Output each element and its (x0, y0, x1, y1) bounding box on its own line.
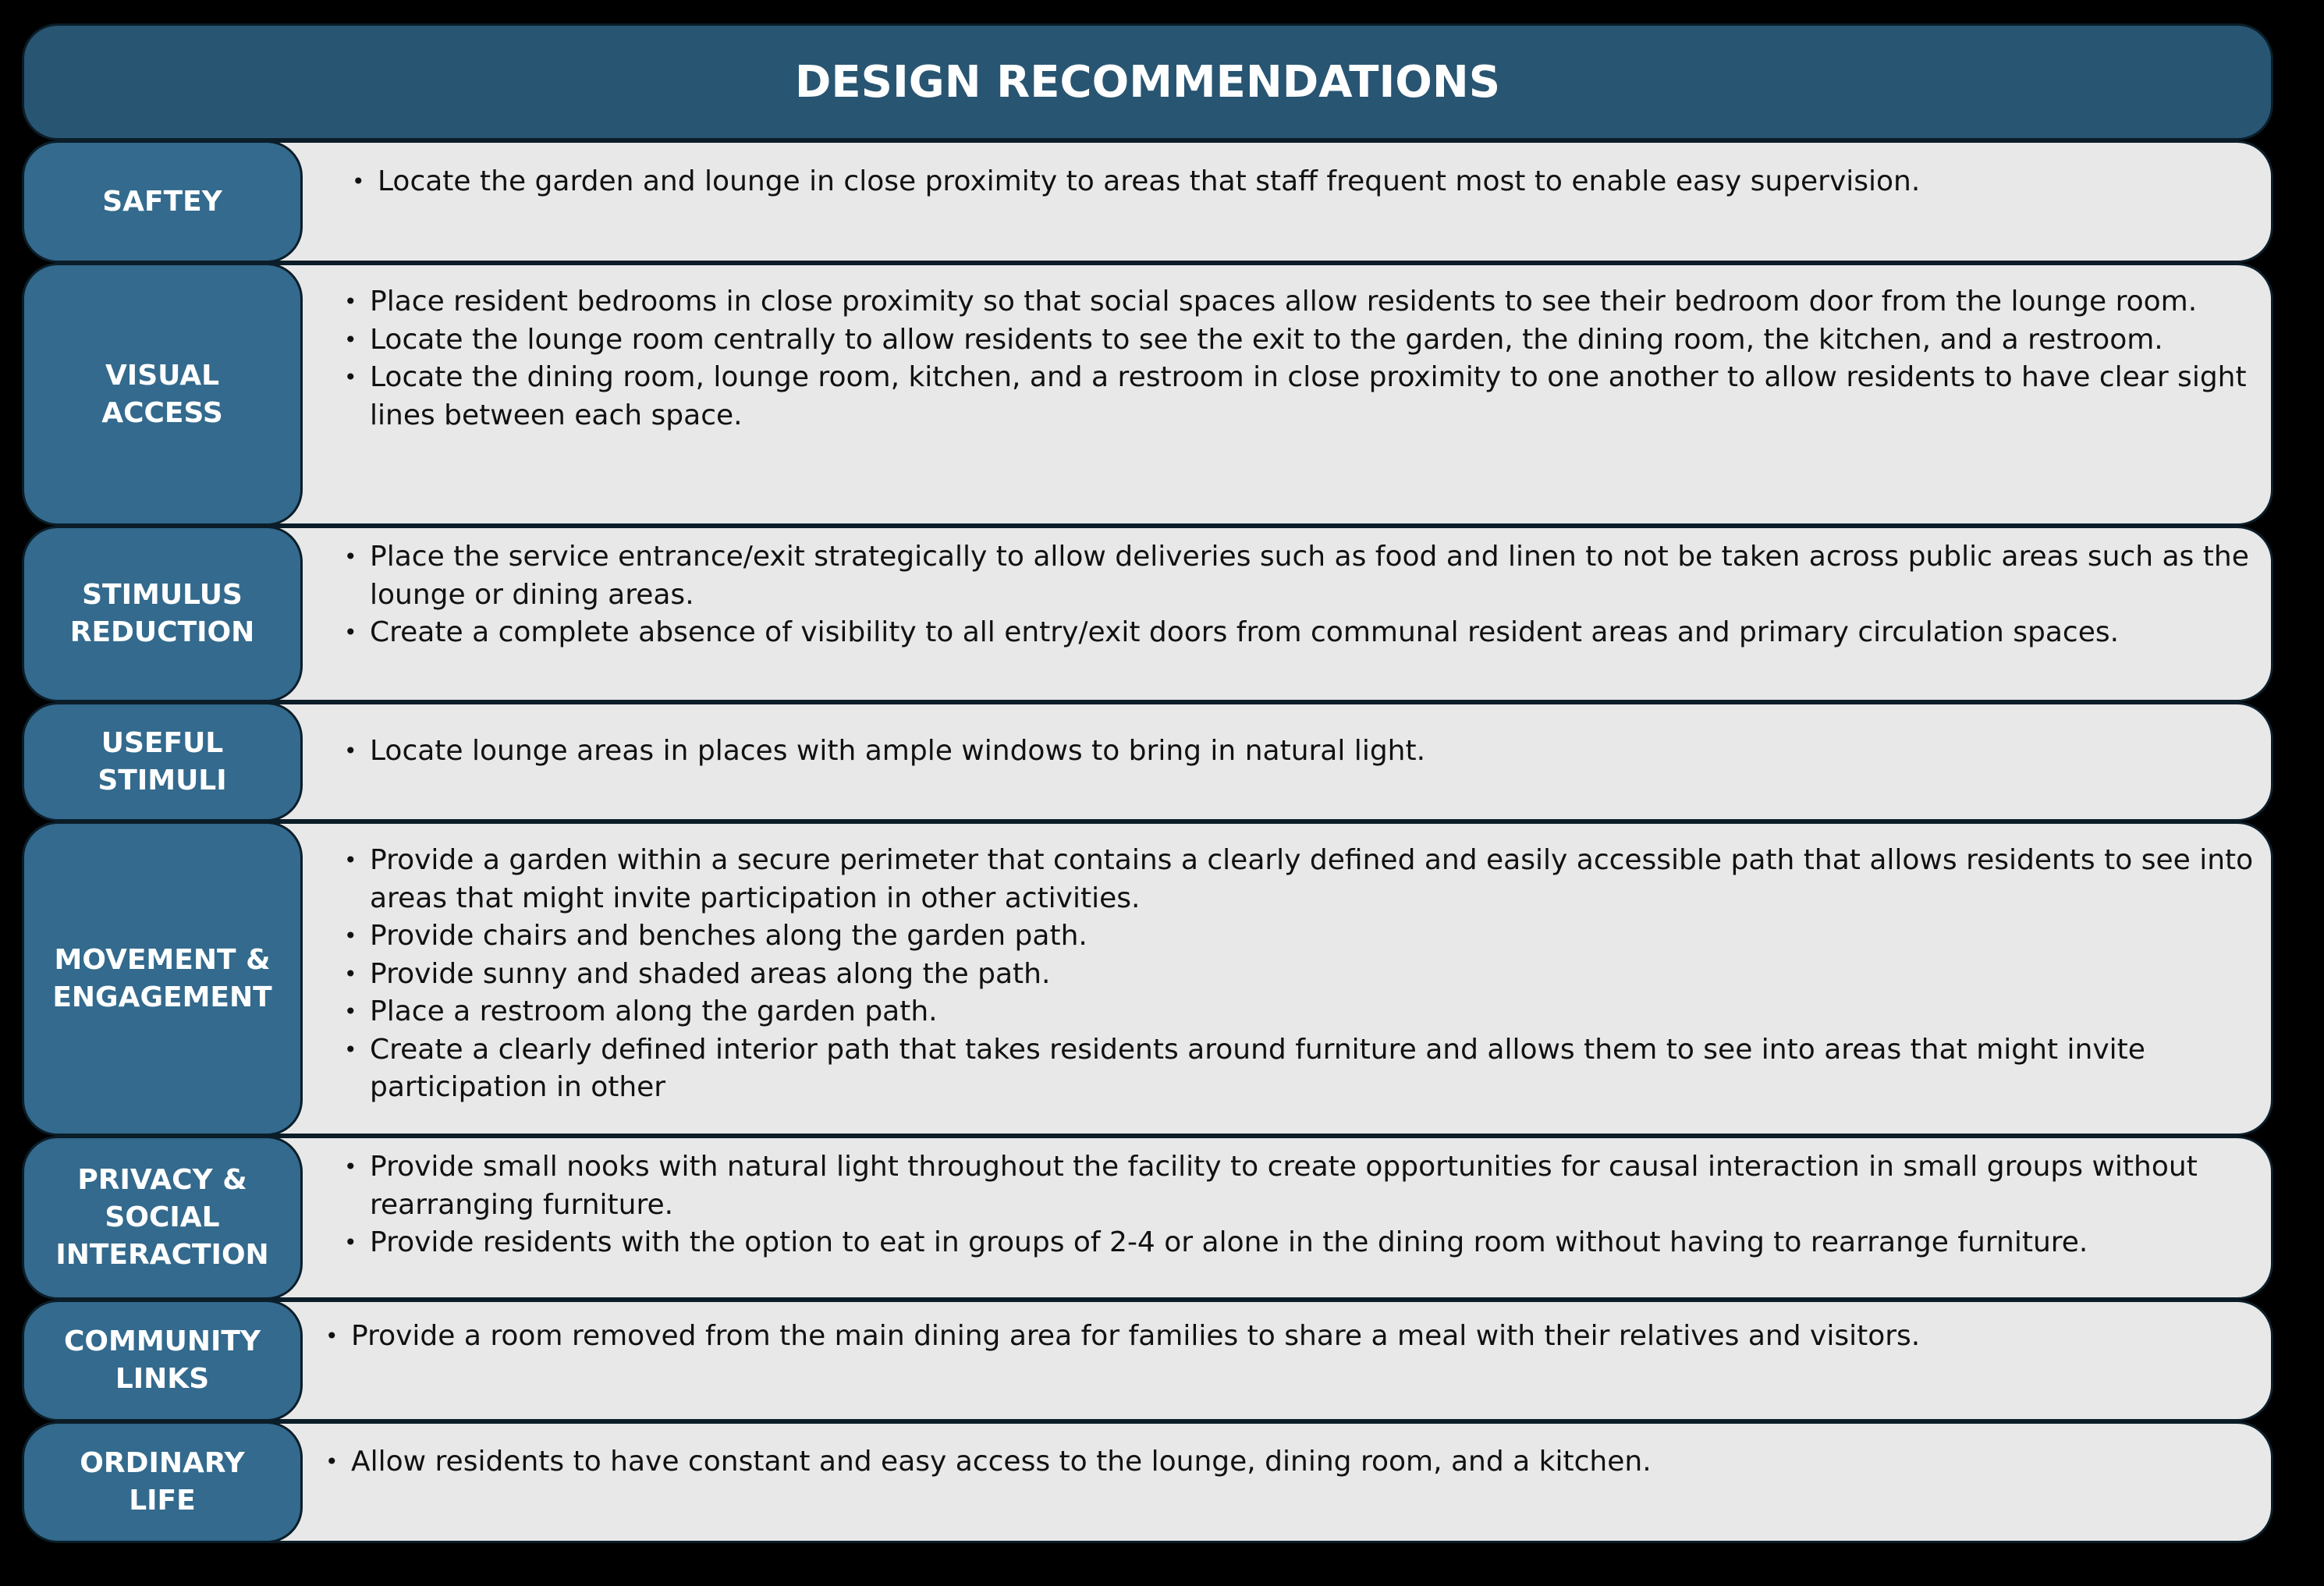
recommendation-row (22, 702, 2273, 821)
recommendation-text: Provide a garden within a secure perimeter that contains a clearly defined and easily accessible path that allows residents to see into areas that might invite participation in other activities. (370, 844, 2254, 914)
recommendation-text: Place the service entrance/exit strategically to allow deliveries such as food and linen to not be taken across public areas such as the lounge or dining areas. (370, 541, 2249, 611)
recommendation-text: Place resident bedrooms in close proximity so that social spaces allow residents to see their bedroom door from the lounge room. (370, 286, 2198, 318)
recommendation-row (22, 263, 2273, 526)
category-label-text: PRIVACY & SOCIAL INTERACTION (55, 1164, 269, 1271)
recommendation-item (344, 842, 2263, 917)
category-label (22, 263, 303, 526)
recommendation-item (325, 1443, 2244, 1481)
recommendation-row (22, 526, 2273, 702)
recommendation-content (217, 1421, 2273, 1543)
recommendation-row (22, 1300, 2273, 1421)
recommendation-item (344, 538, 2263, 614)
recommendation-item (344, 1224, 2263, 1262)
recommendation-item (344, 993, 2263, 1031)
recommendation-content (217, 140, 2273, 263)
bullet-icon: • (344, 544, 357, 569)
bullet-icon: • (344, 1154, 357, 1180)
recommendation-item (344, 614, 2263, 652)
category-label (22, 821, 303, 1136)
recommendation-list (344, 733, 2263, 771)
category-label-text: VISUAL ACCESS (101, 359, 223, 429)
category-label-text: SAFTEY (102, 185, 222, 218)
recommendation-content (217, 821, 2273, 1136)
header-banner (22, 23, 2273, 140)
bullet-icon: • (344, 289, 357, 314)
bullet-icon: • (344, 738, 357, 764)
recommendation-item (344, 283, 2263, 321)
recommendation-item (344, 917, 2263, 956)
recommendation-list (325, 1443, 2244, 1481)
bullet-icon: • (352, 169, 365, 194)
recommendation-item (352, 163, 2271, 201)
recommendation-item (344, 321, 2263, 360)
recommendation-list (344, 842, 2263, 1107)
category-label (22, 1300, 303, 1421)
recommendation-text: Locate the lounge room centrally to allow residents to see the exit to the garden, the dining room, the kitchen, and a restroom. (370, 323, 2163, 356)
recommendation-list (325, 1318, 2244, 1356)
category-label (22, 702, 303, 821)
category-label-text: STIMULUS REDUCTION (69, 579, 255, 648)
recommendation-content (217, 1136, 2273, 1300)
recommendation-row (22, 1421, 2273, 1543)
recommendation-text: Locate the garden and lounge in close proximity to areas that staff frequent most to enable easy supervision. (378, 165, 1921, 197)
bullet-icon: • (325, 1323, 339, 1349)
recommendation-item (344, 733, 2263, 771)
recommendation-text: Provide a room removed from the main dining area for families to share a meal with their relatives and visitors. (351, 1320, 1921, 1352)
bullet-icon: • (344, 999, 357, 1024)
recommendation-list (352, 163, 2271, 201)
category-label (22, 1136, 303, 1300)
bullet-icon: • (344, 619, 357, 645)
recommendation-text: Place a restroom along the garden path. (370, 995, 938, 1027)
recommendation-text: Create a complete absence of visibility to all entry/exit doors from communal resident areas and primary circulation spaces. (370, 616, 2120, 648)
bullet-icon: • (344, 1229, 357, 1255)
recommendation-item (325, 1318, 2244, 1356)
recommendation-content (217, 526, 2273, 702)
category-label (22, 1421, 303, 1543)
category-label-text: ORDINARY LIFE (80, 1447, 245, 1517)
category-label (22, 526, 303, 702)
category-label-text: COMMUNITY LINKS (63, 1325, 261, 1395)
recommendation-row (22, 821, 2273, 1136)
recommendation-text: Locate the dining room, lounge room, kitchen, and a restroom in close proximity to one another to allow residents to have clear sight lines between each space. (370, 361, 2247, 431)
recommendation-content (217, 702, 2273, 821)
page-title: DESIGN RECOMMENDATIONS (794, 56, 1501, 108)
category-label-text: MOVEMENT & ENGAGEMENT (52, 943, 272, 1013)
bullet-icon: • (344, 960, 357, 987)
recommendation-text: Provide chairs and benches along the garden path. (370, 920, 1087, 952)
recommendation-row (22, 140, 2273, 263)
recommendation-list (344, 538, 2263, 652)
category-label-text: USEFUL STIMULI (98, 726, 227, 797)
recommendation-text: Provide sunny and shaded areas along the path. (370, 957, 1051, 990)
recommendation-list (344, 283, 2263, 435)
recommendation-list (344, 1148, 2263, 1262)
recommendation-content (217, 1300, 2273, 1421)
bullet-icon: • (344, 326, 357, 353)
recommendation-text: Provide small nooks with natural light throughout the facility to create opportunities for causal interaction in small groups without rearranging furniture. (370, 1151, 2198, 1221)
bullet-icon: • (344, 847, 357, 873)
bullet-icon: • (325, 1449, 339, 1474)
category-label (22, 140, 303, 263)
bullet-icon: • (344, 923, 357, 949)
recommendation-item (344, 956, 2263, 994)
bullet-icon: • (344, 364, 357, 390)
recommendation-text: Create a clearly defined interior path that takes residents around furniture and allows them to see into areas that might invite participation in other (370, 1033, 2145, 1103)
bullet-icon: • (344, 1036, 357, 1063)
recommendation-row (22, 1136, 2273, 1300)
recommendation-text: Locate lounge areas in places with ample windows to bring in natural light. (370, 735, 1426, 767)
recommendation-content (217, 263, 2273, 526)
recommendation-item (344, 1031, 2263, 1107)
recommendation-text: Allow residents to have constant and easy access to the lounge, dining room, and a kitchen. (351, 1446, 1652, 1478)
recommendation-text: Provide residents with the option to eat in groups of 2-4 or alone in the dining room without having to rearrange furniture. (370, 1226, 2088, 1258)
recommendation-item (344, 1148, 2263, 1224)
recommendation-item (344, 359, 2263, 435)
